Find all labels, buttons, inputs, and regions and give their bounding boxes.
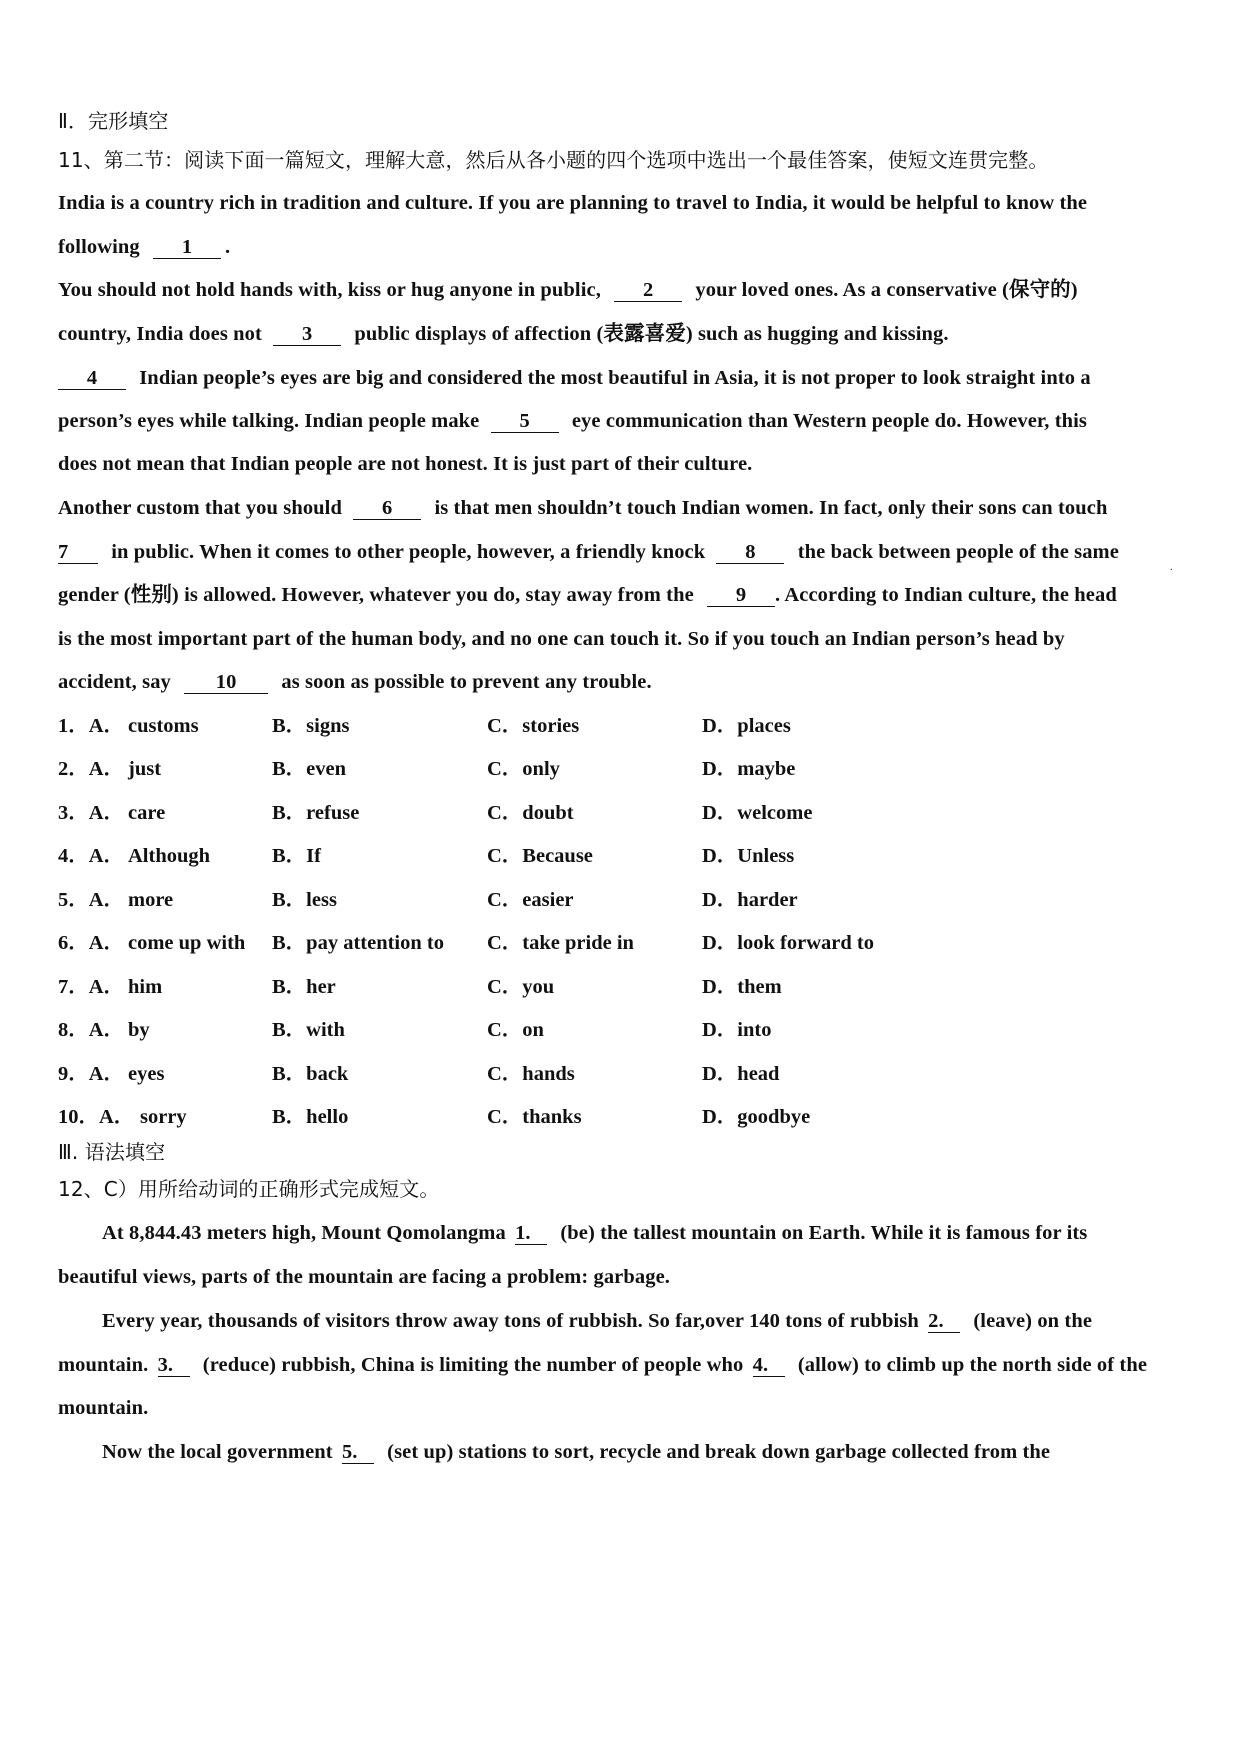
passage-text: in public. When it comes to other people, however, a friendly knock (111, 541, 706, 563)
question-number: 3．A． (58, 802, 125, 824)
option-c[interactable]: C．you (487, 976, 555, 998)
option-c[interactable]: C．stories (487, 715, 580, 737)
option-a[interactable]: him (128, 976, 163, 998)
blank-5: 5 (491, 410, 559, 433)
passage-text: (reduce) rubbish, China is limiting the number of people who (202, 1354, 744, 1376)
option-a[interactable]: sorry (140, 1106, 187, 1128)
option-d[interactable]: D．Unless (702, 845, 795, 867)
option-c[interactable]: C．hands (487, 1063, 575, 1085)
grammar-blank-3: 3. (158, 1354, 190, 1377)
grammar-blank-5: 5. (342, 1441, 374, 1464)
option-a[interactable]: Although (128, 845, 211, 867)
section-heading-grammar: Ⅲ. 语法填空 (58, 1140, 166, 1164)
option-b[interactable]: B．back (272, 1063, 349, 1085)
question-number: 5．A． (58, 889, 125, 911)
blank-6: 6 (353, 497, 421, 520)
passage-text: gender (性别) is allowed. However, whatever you do, stay away from the (58, 584, 694, 606)
option-b[interactable]: B．If (272, 845, 321, 867)
blank-7: 7 (58, 541, 98, 564)
grammar-blank-1: 1. (515, 1222, 547, 1245)
option-d[interactable]: D．maybe (702, 758, 796, 780)
question-number: 9．A． (58, 1063, 125, 1085)
option-b[interactable]: B．refuse (272, 802, 360, 824)
option-c[interactable]: C．only (487, 758, 560, 780)
passage-text: Another custom that you should (58, 497, 342, 519)
option-b[interactable]: B．less (272, 889, 337, 911)
passage-text: Every year, thousands of visitors throw away tons of rubbish. So far,over 140 tons of rubbish (102, 1310, 919, 1332)
option-b[interactable]: B．pay attention to (272, 932, 444, 954)
option-c[interactable]: C．doubt (487, 802, 574, 824)
passage-text: At 8,844.43 meters high, Mount Qomolangma (102, 1222, 506, 1244)
passage-line (102, 1439, 1050, 1465)
question-number: 10．A． (58, 1106, 135, 1128)
question-number: 1．A． (58, 715, 125, 737)
option-a[interactable]: by (128, 1019, 150, 1041)
question-number: 6．A． (58, 932, 125, 954)
question-number: 7．A． (58, 976, 125, 998)
option-c[interactable]: C．easier (487, 889, 574, 911)
blank-3: 3 (273, 323, 341, 346)
passage-line (58, 495, 1107, 521)
passage-text: . (225, 236, 231, 258)
passage-line: mountain. (58, 1397, 149, 1419)
question-number: 4．A． (58, 845, 125, 867)
passage-text: following (58, 236, 140, 258)
option-d[interactable]: D．look forward to (702, 932, 874, 954)
passage-line (58, 365, 1091, 391)
passage-text: Now the local government (102, 1441, 333, 1463)
passage-line (58, 1352, 1147, 1378)
blank-9: 9 (707, 584, 775, 607)
passage-line: India is a country rich in tradition and culture. If you are planning to travel to India, it would be helpful to know the (58, 192, 1088, 214)
passage-line: beautiful views, parts of the mountain are facing a problem: garbage. (58, 1266, 671, 1288)
option-d[interactable]: D．welcome (702, 802, 813, 824)
blank-8: 8 (716, 541, 784, 564)
option-d[interactable]: D．goodbye (702, 1106, 811, 1128)
passage-line (102, 1220, 1087, 1246)
blank-1: 1 (153, 236, 221, 259)
option-d[interactable]: D．into (702, 1019, 772, 1041)
option-d[interactable]: D．harder (702, 889, 798, 911)
option-a[interactable]: more (128, 889, 174, 911)
passage-text: accident, say (58, 671, 171, 693)
option-c[interactable]: C．take pride in (487, 932, 634, 954)
passage-text: Indian people’s eyes are big and considered the most beautiful in Asia, it is not proper to look straight into a (139, 367, 1091, 389)
option-b[interactable]: B．with (272, 1019, 345, 1041)
option-c[interactable]: C．thanks (487, 1106, 582, 1128)
passage-text: (allow) to climb up the north side of the (797, 1354, 1148, 1376)
option-d[interactable]: D．places (702, 715, 791, 737)
option-a[interactable]: customs (128, 715, 199, 737)
passage-line (58, 669, 652, 695)
option-d[interactable]: D．head (702, 1063, 780, 1085)
passage-text: country, India does not (58, 323, 262, 345)
blank-2: 2 (614, 279, 682, 302)
option-d[interactable]: D．them (702, 976, 782, 998)
option-a[interactable]: just (128, 758, 162, 780)
question-number: 2．A． (58, 758, 125, 780)
passage-text: is that men shouldn’t touch Indian women. In fact, only their sons can touch (434, 497, 1108, 519)
question-12-instruction: 12、C）用所给动词的正确形式完成短文。 (58, 1177, 440, 1201)
passage-text: public displays of affection (表露喜爱) such as hugging and kissing. (354, 323, 949, 345)
passage-text: person’s eyes while talking. Indian people make (58, 410, 480, 432)
option-c[interactable]: C．on (487, 1019, 544, 1041)
passage-line (58, 582, 1117, 608)
grammar-blank-2: 2. (928, 1310, 960, 1333)
passage-line (58, 277, 1078, 303)
option-b[interactable]: B．signs (272, 715, 350, 737)
passage-line: is the most important part of the human body, and no one can touch it. So if you touch an Indian person’s head by (58, 628, 1065, 650)
option-a[interactable]: eyes (128, 1063, 165, 1085)
option-b[interactable]: B．hello (272, 1106, 349, 1128)
option-a[interactable]: care (128, 802, 166, 824)
passage-line (102, 1308, 1092, 1334)
blank-10: 10 (184, 671, 268, 694)
passage-text: You should not hold hands with, kiss or hug anyone in public, (58, 279, 601, 301)
passage-text: . According to Indian culture, the head (775, 584, 1117, 606)
question-11-instruction: 11、第二节：阅读下面一篇短文，理解大意，然后从各小题的四个选项中选出一个最佳答案，使短文连贯完整。 (58, 148, 1049, 172)
stray-mark: . (1170, 562, 1173, 573)
passage-text: your loved ones. As a conservative (保守的) (695, 279, 1078, 301)
question-number: 8．A． (58, 1019, 125, 1041)
passage-line (58, 234, 230, 260)
passage-text: the back between people of the same (797, 541, 1119, 563)
blank-4: 4 (58, 367, 126, 390)
grammar-blank-4: 4. (753, 1354, 785, 1377)
passage-text: eye communication than Western people do. However, this (571, 410, 1087, 432)
passage-text: (leave) on the (973, 1310, 1093, 1332)
option-b[interactable]: B．even (272, 758, 347, 780)
option-b[interactable]: B．her (272, 976, 336, 998)
passage-line (58, 539, 1119, 565)
option-a[interactable]: come up with (128, 932, 246, 954)
passage-line (58, 321, 949, 347)
passage-line (58, 408, 1087, 434)
option-c[interactable]: C．Because (487, 845, 593, 867)
passage-text: (set up) stations to sort, recycle and break down garbage collected from the (387, 1441, 1051, 1463)
passage-text: as soon as possible to prevent any trouble. (281, 671, 652, 693)
passage-text: (be) the tallest mountain on Earth. While it is famous for its (560, 1222, 1088, 1244)
section-heading-cloze: Ⅱ．完形填空 (58, 109, 169, 133)
passage-text: mountain. (58, 1354, 149, 1376)
passage-line: does not mean that Indian people are not honest. It is just part of their culture. (58, 453, 753, 475)
